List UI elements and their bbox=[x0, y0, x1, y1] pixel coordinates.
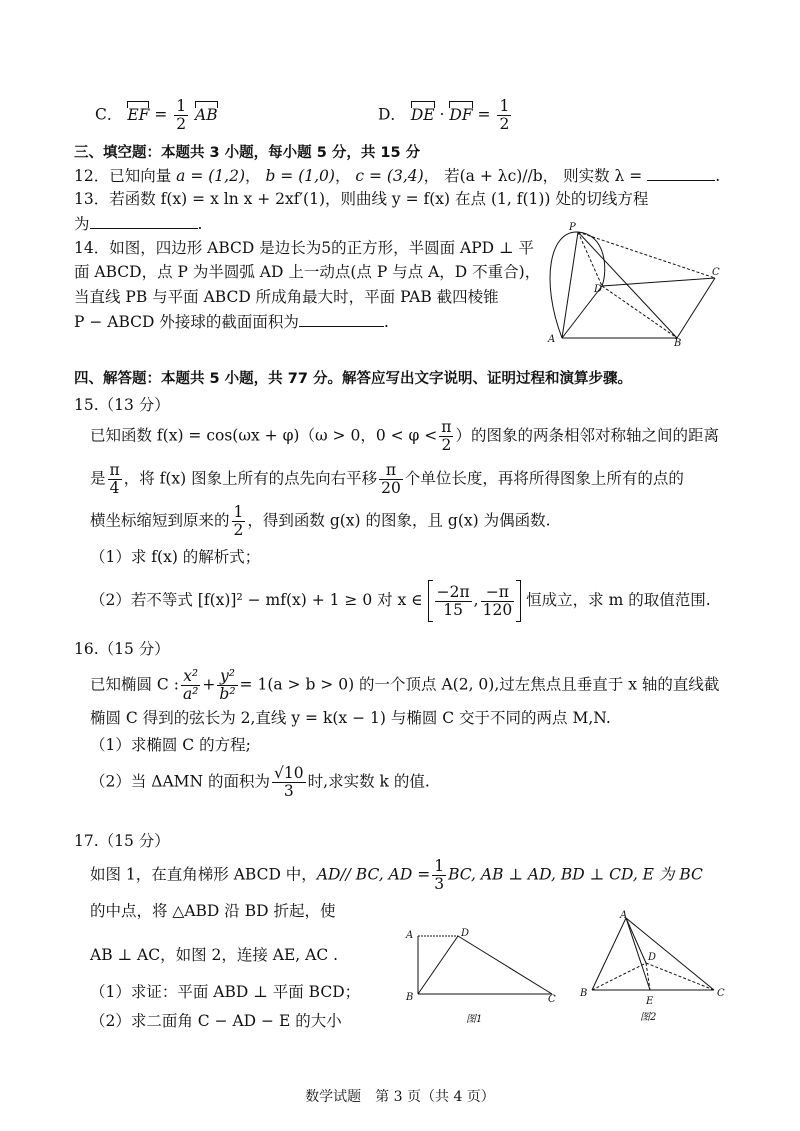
q14-line3: 当直线 PB 与平面 ABCD 所成角最大时，平面 PAB 截四棱锥 bbox=[74, 288, 499, 306]
q17-line3: AB ⊥ AC，如图 2，连接 AE, AC . bbox=[90, 946, 339, 964]
fig1-caption: 图1 bbox=[466, 1014, 483, 1025]
fig2-label-b: B bbox=[580, 988, 588, 999]
q15-line3: 横坐标缩短到原来的 $\frac{1}{2}$ ，得到函数 g(x) 的图象，且 g(x) 为偶函数. bbox=[90, 503, 551, 539]
section3-title: 三、填空题：本题共 3 小题，每小题 5 分，共 15 分 bbox=[74, 145, 421, 161]
option-d: D． DE · DF = $\frac{1}{2}$ bbox=[378, 97, 510, 133]
fig14-label-a: A bbox=[548, 334, 556, 345]
q15-line2: 是 $\frac{\pi}{4}$ ，将 f(x) 图象上所有的点先向右平移 $\frac{\pi}{20}$ 个单位长度，再将所得图象上所有的点的 bbox=[90, 461, 684, 497]
fig14-label-b: B bbox=[674, 338, 682, 349]
q12: 12．已知向量 a = (1,2)， b = (1,0)， c = (3,4)， 若(a + λc)//b， 则实数 λ = . bbox=[74, 164, 720, 187]
fig14-label-p: P bbox=[569, 222, 576, 233]
option-d-label: D． bbox=[378, 105, 406, 124]
section4-title: 四、解答题：本题共 5 小题，共 77 分。解答应写出文字说明、证明过程和演算步骤。 bbox=[74, 371, 632, 387]
q14-answer-blank bbox=[299, 310, 384, 327]
q15-part2: （2）若不等式 [f(x)]² − mf(x) + 1 ≥ 0 对 x ∈ $\frac{-2\pi}{15}$ , $\frac{-\pi}{120}$ 恒成立，求 m 的取值范围. bbox=[90, 580, 711, 622]
q16-head: 16.（15 分） bbox=[74, 640, 170, 658]
q13-answer-blank bbox=[90, 212, 198, 229]
q14-line2: 面 ABCD，点 P 为半圆弧 AD 上一动点(点 P 与点 A，D 不重合)， bbox=[74, 263, 541, 281]
q14-figure bbox=[540, 220, 730, 350]
q17-figure-1 bbox=[400, 922, 570, 1032]
fig1-label-a: A bbox=[406, 930, 414, 941]
q16-part2: （2）当 ΔAMN 的面积为 $\frac{√10}{3}$ 时,求实数 k 的值. bbox=[90, 764, 430, 800]
page-footer: 数学试题 第 3 页（共 4 页） bbox=[305, 1089, 495, 1105]
q13-line2: 为 . bbox=[74, 212, 202, 235]
fig1-label-c: C bbox=[548, 994, 556, 1005]
fig2-label-e: E bbox=[646, 996, 654, 1007]
q16-line1: 已知椭圆 C : $\frac{\text{x²}}{\text{a²}}$ + $\frac{\text{y²}}{\text{b²}}$ = 1(a > b > 0) 的一个顶点 A(2, 0),过左焦点且垂直于 x 轴的直线截 bbox=[90, 667, 720, 703]
q17-part1: （1）求证：平面 ABD ⊥ 平面 BCD； bbox=[90, 983, 361, 1001]
fig2-label-c: C bbox=[717, 988, 725, 999]
fig14-label-d: D bbox=[594, 284, 603, 295]
q15-part1: （1）求 f(x) 的解析式； bbox=[90, 548, 261, 566]
q14-line4: P − ABCD 外接球的截面面积为 . bbox=[74, 310, 389, 333]
q15-line1: 已知函数 f(x) = cos(ωx + φ)（ω > 0，0 < φ < $\frac{\pi}{2}$ ）的图象的两条相邻对称轴之间的距离 bbox=[90, 418, 719, 454]
fig1-label-b: B bbox=[406, 992, 414, 1003]
q17-line1: 如图 1，在直角梯形 ABCD 中，AD// BC, AD = $\frac{1}{3}$ BC, AB ⊥ AD, BD ⊥ CD, E 为 BC bbox=[90, 857, 703, 893]
option-c-label: C． bbox=[95, 105, 123, 124]
fig1-label-d: D bbox=[461, 928, 470, 939]
q16-line2: 椭圆 C 得到的弦长为 2,直线 y = k(x − 1) 与椭圆 C 交于不同的两点 M,N. bbox=[90, 709, 611, 727]
fig2-label-a: A bbox=[620, 910, 628, 921]
q17-figure-2 bbox=[578, 908, 728, 1028]
fig14-label-c: C bbox=[712, 267, 720, 278]
q17-part2: （2）求二面角 C − AD − E 的大小 bbox=[90, 1012, 342, 1030]
fig2-caption: 图2 bbox=[640, 1012, 657, 1023]
option-c: C． EF = $\frac{1}{2}$ AB bbox=[95, 97, 218, 133]
q15-head: 15.（13 分） bbox=[74, 396, 170, 414]
q14-line1: 14．如图，四边形 ABCD 是边长为5的正方形，半圆面 APD ⊥ 平 bbox=[74, 239, 535, 257]
q13-line1: 13．若函数 f(x) = x ln x + 2xf′(1)，则曲线 y = f(x) 在点 (1, f(1)) 处的切线方程 bbox=[74, 190, 649, 208]
q12-answer-blank bbox=[647, 164, 715, 181]
fig2-label-d: D bbox=[648, 952, 657, 963]
q16-part1: （1）求椭圆 C 的方程; bbox=[90, 736, 251, 754]
q17-line2: 的中点，将 △ABD 沿 BD 折起，使 bbox=[90, 902, 336, 920]
q17-head: 17.（15 分） bbox=[74, 832, 170, 850]
